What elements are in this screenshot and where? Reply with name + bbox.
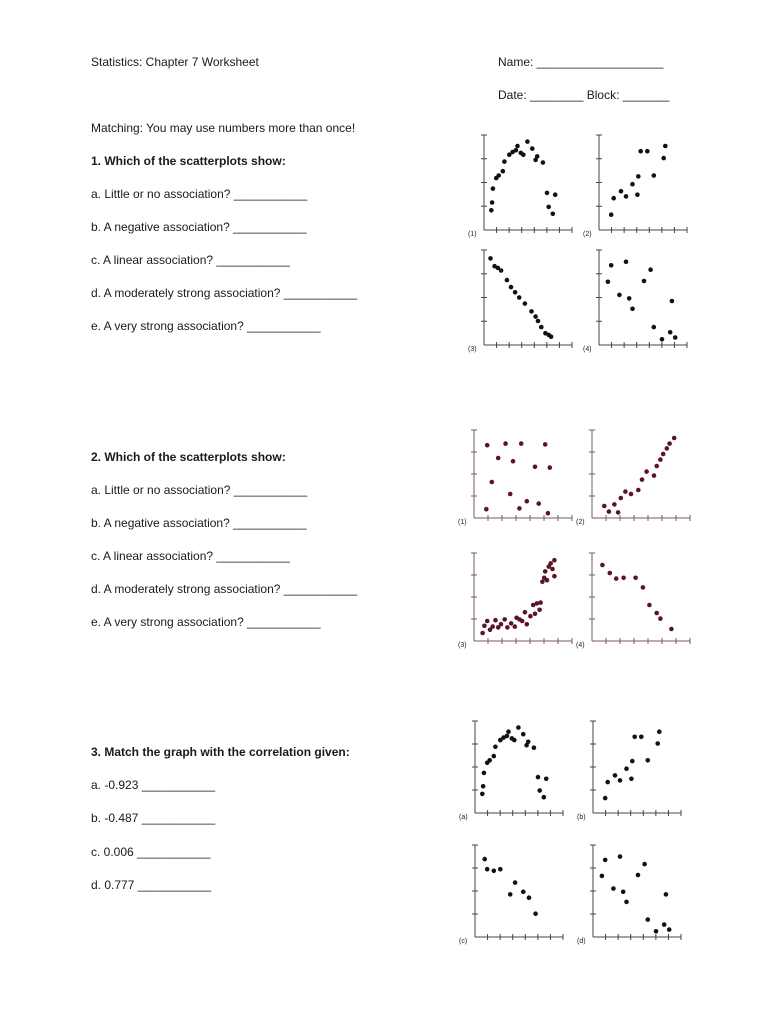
scatterplot-2-3 (458, 553, 572, 649)
data-point (632, 735, 637, 740)
data-point (655, 741, 660, 746)
data-point (652, 325, 657, 330)
scatterplot-1-1 (468, 135, 572, 238)
data-point (532, 745, 537, 750)
scatterplot-1-4 (583, 250, 687, 353)
data-point (621, 576, 626, 581)
worksheet-title: Statistics: Chapter 7 Worksheet (91, 55, 259, 69)
data-point (663, 144, 668, 149)
data-point (636, 488, 641, 493)
data-point (536, 319, 541, 324)
data-point (613, 773, 618, 778)
data-point (543, 442, 548, 447)
data-point (517, 295, 522, 300)
data-point (484, 507, 489, 512)
data-point (505, 278, 510, 283)
data-point (629, 492, 634, 497)
data-point (635, 192, 640, 197)
data-point (600, 563, 605, 568)
q2-item-c: c. A linear association? ___________ (91, 549, 290, 563)
data-point (608, 571, 613, 576)
data-point (670, 299, 675, 304)
data-point (549, 334, 554, 339)
data-point (647, 603, 652, 608)
data-point (552, 574, 557, 579)
data-point (636, 873, 641, 878)
data-point (618, 778, 623, 783)
data-point (616, 510, 621, 515)
data-point (667, 441, 672, 446)
data-point (605, 780, 610, 785)
data-point (489, 208, 494, 213)
data-point (523, 301, 528, 306)
data-point (491, 186, 496, 191)
data-point (619, 496, 624, 501)
data-point (533, 314, 538, 319)
data-point (618, 854, 623, 859)
q1-item-e: e. A very strong association? ___________ (91, 319, 321, 333)
data-point (496, 456, 501, 461)
plot-label: (2) (583, 231, 592, 238)
data-point (611, 196, 616, 201)
data-point (603, 796, 608, 801)
plot-label: (d) (577, 938, 586, 945)
plot-label: (4) (576, 642, 585, 649)
data-point (602, 504, 607, 509)
data-point (672, 436, 677, 441)
data-point (521, 890, 526, 895)
data-point (648, 267, 653, 272)
data-point (492, 869, 497, 874)
data-point (509, 621, 514, 626)
date-block-line: Date: ________ Block: _______ (498, 88, 670, 102)
data-point (530, 146, 535, 151)
data-point (553, 192, 558, 197)
q1-item-c: c. A linear association? ___________ (91, 253, 290, 267)
plot-label: (3) (458, 642, 467, 649)
data-point (614, 576, 619, 581)
data-point (636, 174, 641, 179)
data-point (645, 149, 650, 154)
scatterplot-3-4 (577, 845, 681, 945)
data-point (657, 729, 662, 734)
data-point (480, 792, 485, 797)
data-point (517, 506, 522, 511)
data-point (624, 260, 629, 265)
data-point (508, 892, 513, 897)
data-point (515, 144, 520, 149)
plot-label: (4) (583, 346, 592, 353)
data-point (485, 619, 490, 624)
question-3: 3. Match the graph with the correlation given: (91, 745, 350, 759)
plot-label: (1) (458, 519, 467, 526)
data-point (490, 624, 495, 629)
data-point (600, 874, 605, 879)
data-point (652, 173, 657, 178)
data-point (523, 610, 528, 615)
data-point (481, 784, 486, 789)
data-point (514, 148, 519, 153)
data-point (654, 611, 659, 616)
data-point (520, 619, 525, 624)
scatterplot-3-3 (459, 845, 563, 945)
data-point (541, 160, 546, 165)
data-point (546, 511, 551, 516)
data-point (496, 173, 501, 178)
data-point (609, 212, 614, 217)
data-point (511, 459, 516, 464)
data-point (638, 149, 643, 154)
data-point (533, 612, 538, 617)
data-point (512, 738, 517, 743)
data-point (552, 558, 557, 563)
data-point (612, 502, 617, 507)
data-point (528, 614, 533, 619)
data-point (482, 857, 487, 862)
data-point (646, 917, 651, 922)
data-point (619, 189, 624, 194)
data-point (633, 576, 638, 581)
data-point (661, 452, 666, 457)
data-point (535, 154, 540, 159)
data-point (630, 307, 635, 312)
q1-item-b: b. A negative association? ___________ (91, 220, 307, 234)
data-point (544, 777, 549, 782)
q3-item-a: a. -0.923 ___________ (91, 778, 216, 792)
data-point (499, 622, 504, 627)
data-point (658, 616, 663, 621)
data-point (654, 464, 659, 469)
scatterplot-3-2 (577, 721, 681, 821)
data-point (548, 465, 553, 470)
data-point (493, 745, 498, 750)
data-point (492, 754, 497, 759)
data-point (540, 580, 545, 585)
data-point (640, 477, 645, 482)
scatterplot-1-3 (468, 250, 572, 353)
data-point (525, 499, 530, 504)
data-point (508, 492, 513, 497)
data-point (516, 725, 521, 730)
data-point (525, 622, 530, 627)
data-point (537, 608, 542, 613)
scatterplot-2-1 (458, 430, 572, 526)
data-point (607, 509, 612, 514)
data-point (505, 625, 510, 630)
q1-item-d: d. A moderately strong association? ___________ (91, 286, 358, 300)
question-2: 2. Which of the scatterplots show: (91, 450, 286, 464)
data-point (543, 569, 548, 574)
data-point (536, 775, 541, 780)
data-point (525, 139, 530, 144)
data-point (519, 441, 524, 446)
data-point (641, 585, 646, 590)
scatterplot-set-3 (456, 716, 700, 950)
data-point (629, 777, 634, 782)
q2-item-a: a. Little or no association? ___________ (91, 483, 308, 497)
data-point (536, 501, 541, 506)
plot-label: (a) (459, 814, 468, 821)
data-point (501, 169, 506, 174)
data-point (513, 290, 518, 295)
data-point (513, 880, 518, 885)
data-point (662, 922, 667, 927)
data-point (624, 900, 629, 905)
data-point (642, 279, 647, 284)
data-point (624, 766, 629, 771)
data-point (606, 280, 611, 285)
data-point (627, 296, 632, 301)
data-point (482, 624, 487, 629)
q3-item-b: b. -0.487 ___________ (91, 811, 216, 825)
data-point (673, 335, 678, 340)
data-point (502, 617, 507, 622)
data-point (621, 890, 626, 895)
data-point (609, 263, 614, 268)
data-point (665, 446, 670, 451)
data-point (505, 734, 510, 739)
data-point (487, 758, 492, 763)
plot-label: (b) (577, 814, 586, 821)
plot-label: (1) (468, 231, 477, 238)
data-point (533, 911, 538, 916)
data-point (542, 795, 547, 800)
scatterplot-3-1 (459, 721, 563, 821)
data-point (551, 212, 556, 217)
data-point (617, 293, 622, 298)
scatterplot-1-2 (583, 135, 687, 238)
data-point (623, 489, 628, 494)
data-point (503, 441, 508, 446)
data-point (642, 862, 647, 867)
data-point (527, 895, 532, 900)
data-point (526, 740, 531, 745)
data-point (658, 457, 663, 462)
data-point (644, 469, 649, 474)
plot-label: (3) (468, 346, 477, 353)
data-point (660, 337, 665, 342)
data-point (499, 268, 504, 273)
name-line: Name: ___________________ (498, 55, 664, 69)
q2-item-e: e. A very strong association? ___________ (91, 615, 321, 629)
data-point (639, 735, 644, 740)
data-point (545, 578, 550, 583)
data-point (661, 156, 666, 161)
data-point (667, 927, 672, 932)
q2-item-d: d. A moderately strong association? ___________ (91, 582, 358, 596)
data-point (550, 567, 555, 572)
data-point (537, 788, 542, 793)
data-point (490, 480, 495, 485)
plot-label: (2) (576, 519, 585, 526)
data-point (668, 330, 673, 335)
data-point (654, 929, 659, 934)
scatterplot-set-1 (462, 128, 702, 358)
data-point (533, 465, 538, 470)
data-point (630, 182, 635, 187)
data-point (498, 867, 503, 872)
data-point (506, 729, 511, 734)
data-point (490, 200, 495, 205)
data-point (603, 858, 608, 863)
data-point (624, 194, 629, 199)
data-point (521, 152, 526, 157)
data-point (521, 732, 526, 737)
question-1: 1. Which of the scatterplots show: (91, 154, 286, 168)
q3-item-c: c. 0.006 ___________ (91, 845, 211, 859)
q3-item-d: d. 0.777 ___________ (91, 878, 212, 892)
data-point (669, 627, 674, 632)
data-point (493, 618, 498, 623)
data-point (513, 624, 518, 629)
data-point (545, 191, 550, 196)
plot-label: (c) (459, 938, 468, 945)
data-point (630, 759, 635, 764)
data-point (529, 309, 534, 314)
scatterplot-2-4 (576, 553, 690, 649)
data-point (480, 631, 485, 636)
data-point (664, 892, 669, 897)
data-point (646, 758, 651, 763)
data-point (546, 205, 551, 210)
data-point (488, 256, 493, 261)
instructions: Matching: You may use numbers more than once! (91, 121, 356, 135)
data-point (539, 325, 544, 330)
q2-item-b: b. A negative association? ___________ (91, 516, 307, 530)
scatterplot-set-2 (452, 425, 702, 655)
data-point (611, 886, 616, 891)
data-point (538, 600, 543, 605)
data-point (482, 771, 487, 776)
q1-item-a: a. Little or no association? ___________ (91, 187, 308, 201)
data-point (485, 443, 490, 448)
data-point (502, 159, 507, 164)
data-point (509, 285, 514, 290)
data-point (485, 867, 490, 872)
data-point (652, 473, 657, 478)
scatterplot-2-2 (576, 430, 690, 526)
data-point (548, 561, 553, 566)
